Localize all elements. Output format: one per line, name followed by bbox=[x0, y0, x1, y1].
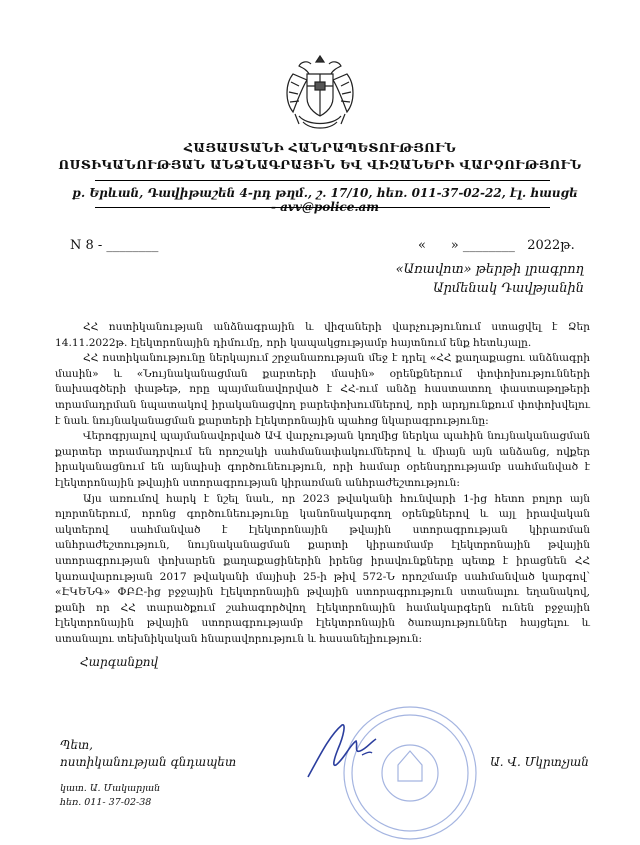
org-name-line1: ՀԱՅԱՍՏԱՆԻ ՀԱՆՐԱՊԵՏՈՒԹՅՈՒՆ bbox=[183, 140, 457, 155]
header-divider-top bbox=[95, 180, 550, 181]
signer-position: Պետ, bbox=[60, 738, 93, 752]
org-address: ք. Երևան, Դավիթաշեն 4-րդ թղմ., շ. 17/10, հեռ. 011-37-02-22, էլ. հասցե - avv@police.am bbox=[72, 186, 578, 214]
executor-name: կատ. Ա. Մակարյան bbox=[60, 783, 161, 794]
signer-rank: ոստիկանության գնդապետ bbox=[60, 755, 237, 769]
recipient-name: Արմենակ Դավթյանին bbox=[432, 281, 584, 296]
body-paragraph: Վերոգրյալով պայմանավորված ԱՎ վարչության կողմից ներկա պահին նույնականացման քարտեր տրամադրվում են որոշակի սահմանափակումներով և միայն այն անձանց, ովքեր իրականացնում են այնպիսի գործունեություն, որի համար օրենսդրությամբ սահմանված է էլեկտրոնային թվային ստորագրության կիրառման անհրաժեշտություն: bbox=[55, 430, 590, 489]
coat-of-arms-icon bbox=[281, 52, 359, 136]
document-number: N 8 - ________ bbox=[70, 238, 159, 253]
org-name-line2: ՈՍՏԻԿԱՆՈՒԹՅԱՆ ԱՆՁՆԱԳՐԱՅԻՆ ԵՎ ՎԻԶԱՆԵՐԻ ՎԱՐՉՈՒԹՅՈՒՆ bbox=[58, 157, 582, 172]
body-paragraph: ՀՀ ոստիկանության անձնագրային և վիզաների վարչությունում ստացվել է Ձեր 14.11.2022թ. էլեկտրոնային դիմումը, որի կապակցությամբ հայտնում ենք հետևյալը. bbox=[55, 321, 590, 349]
signer-name: Ա. Վ. Մկրտչյան bbox=[490, 755, 589, 769]
body-paragraph: Այս առումով հարկ է նշել նաև, որ 2023 թվականի հունվարի 1-ից հետո բոլոր այն ոլորտներում, որոնց գործունեությունը կանոնակարգող օրենքներով և այլ իրավական ակտերով սահմանված է էլեկտրոնային թվային ստորագրության կիրառման անհրաժեշտություն, նույնականացման քարտի կիրառմամբ էլեկտրոնային թվային ստորագրության փոխարեն քաղաքացիներին իրենց իրավունքները պետք է իրացնեն ՀՀ կառավարության 2017 թվականի մայիսի 25-ի թիվ 572-Ն որոշմամբ սահմանված կարգով՝ «ԷԿԵՆԳ» ՓԲԸ-ից բջջային էլեկտրոնային թվային ստորագրություն ստանալու եղանակով, քանի որ ՀՀ տարածքում շահագործվող էլեկտրոնային համակարգերն ունեն բջջային էլեկտրոնային թվային ստորագրությամբ էլեկտրոնային ծառայություններ հայցելու և ստանալու տեխնիկական հնարավորություն և հասանելիություն: bbox=[55, 492, 590, 645]
letter-body bbox=[55, 320, 590, 647]
handwritten-signature-icon bbox=[300, 715, 390, 785]
executor-phone: հեռ. 011- 37-02-38 bbox=[60, 797, 152, 808]
recipient-title: «Առավոտ» թերթի լրագրող bbox=[395, 262, 584, 277]
body-paragraph: ՀՀ ոստիկանությունը ներկայում շրջանառության մեջ է դրել «ՀՀ քաղաքացու անձնագրի մասին» և «Նույնականացման քարտերի մասին» օրենքներում փոփոխությունների նախագծերի փաթեթ, որը պայմանավորված է ՀՀ-ում անձը հաստատող փաստաթղթերի տրամադրման նպատակով իրականացվող բարեփոխումներով, որի արդյունքում փոփոխվելու է նաև նույնականացման քարտերի էլեկտրոնային պահոց նկարագրությունը: bbox=[55, 352, 590, 427]
document-date: « » ________ 2022թ. bbox=[418, 238, 575, 253]
closing-regards: Հարգանքով bbox=[80, 655, 159, 669]
header-divider-bottom bbox=[95, 207, 550, 208]
